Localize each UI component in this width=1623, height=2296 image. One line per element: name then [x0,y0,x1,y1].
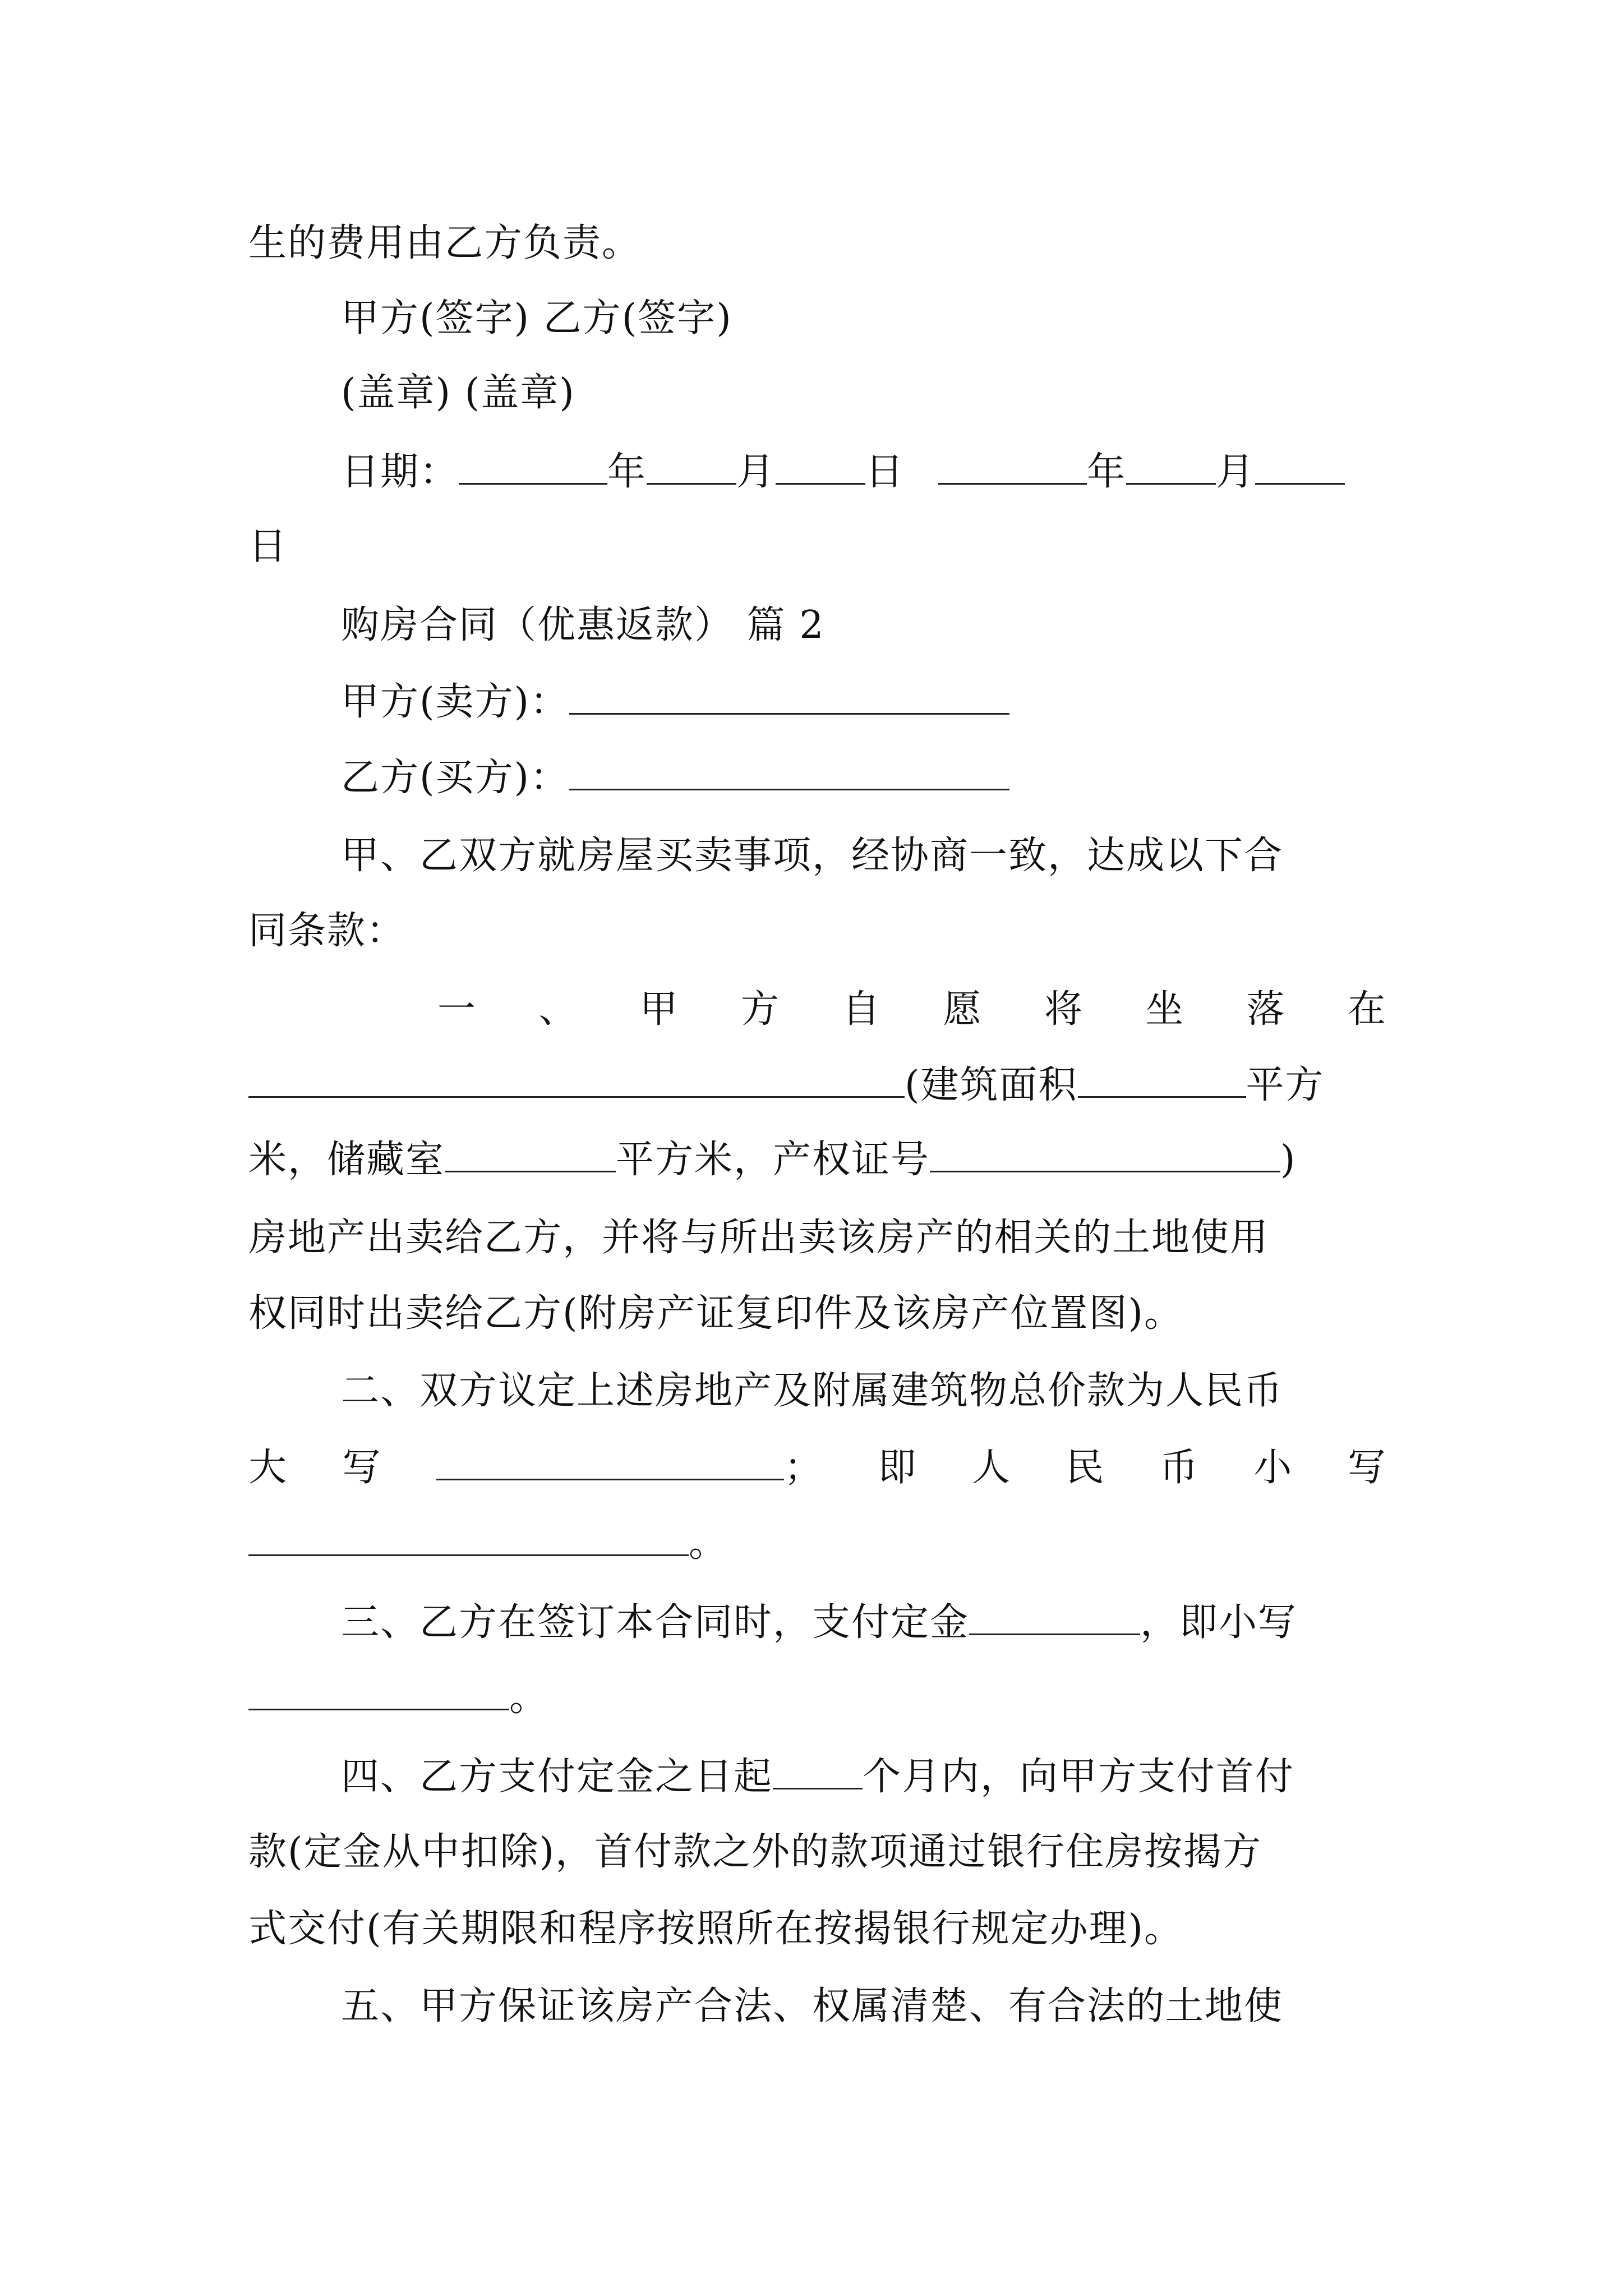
buyer-line [341,750,1387,806]
date-line [341,444,1387,500]
price-number-blank[interactable] [248,1521,689,1556]
clause-char: 大 [248,1446,288,1490]
deposit-blank[interactable] [969,1600,1140,1635]
clause-char: 在 [1347,987,1387,1032]
deposit-number-label: ，即小写 [1140,1600,1298,1645]
months-blank[interactable] [773,1754,863,1789]
seller-label: 甲方(卖方)： [341,680,570,724]
clause-char: 落 [1246,987,1286,1032]
text-line: 生的费用由乙方负责。 [248,221,642,265]
clause-2-line-1: 二、双方议定上述房地产及附属建筑物总价款为人民币 [341,1369,1284,1413]
year-label: 年 [1087,450,1127,494]
area-label: (建筑面积 [905,1063,1078,1107]
section-title: 购房合同（优惠返款） 篇 2 [341,603,825,647]
clause-char: 坐 [1145,987,1185,1032]
year-blank-1[interactable] [459,449,607,485]
price-uppercase-blank[interactable] [436,1445,784,1480]
intro-line-1: 甲、乙双方就房屋买卖事项，经协商一致，达成以下合 [341,834,1284,878]
date-label: 日期： [341,450,459,494]
clause-char: 小 [1253,1446,1293,1490]
deposit-number-blank[interactable] [248,1675,509,1710]
clause-char: 即 [878,1446,917,1490]
clause-1-line-4: 房地产出卖给乙方，并将与所出卖该房产的相关的土地使用 [248,1216,1270,1260]
clause-4-line-2: 款(定金从中扣除)，首付款之外的款项通过银行住房按揭方 [248,1830,1262,1874]
clause-3-line-2 [248,1670,1387,1726]
period: 。 [509,1676,549,1720]
day-blank-2[interactable] [1255,449,1345,485]
buyer-blank[interactable] [569,755,1009,790]
clause-char: 写 [1347,1446,1387,1490]
seal-line: (盖章) (盖章) [341,371,575,415]
clause-2-line-2 [248,1440,1387,1496]
clause-char: 甲 [639,987,679,1032]
intro-line-2: 同条款： [248,909,406,953]
clause-4-line-1 [341,1749,1387,1805]
area-blank[interactable] [1078,1062,1246,1098]
year-label: 年 [607,450,647,494]
clause-1-line-1 [437,982,1387,1038]
clause-char: 方 [740,987,780,1032]
month-blank-2[interactable] [1126,449,1216,485]
deposit-label: 三、乙方在签订本合同时，支付定金 [341,1600,970,1645]
month-label: 月 [736,450,776,494]
clause-1-line-5: 权同时出卖给乙方(附房产证复印件及该房产位置图)。 [248,1291,1184,1336]
months-label: 四、乙方支付定金之日起 [341,1755,773,1799]
payment-label: 个月内，向甲方支付首付 [863,1755,1295,1799]
clause-5-line-1: 五、甲方保证该房产合法、权属清楚、有合法的土地使 [341,1984,1284,2028]
clause-char: 写 [342,1446,382,1490]
clause-char: 、 [538,987,578,1032]
separator: ； [783,1446,823,1490]
storage-label: 米，储藏室 [248,1138,445,1182]
clause-char: 将 [1044,987,1083,1032]
storage-blank[interactable] [445,1137,616,1172]
day-blank-1[interactable] [776,449,865,485]
period: 。 [689,1521,728,1566]
signature-line: 甲方(签字) 乙方(签字) [341,296,732,341]
day-label: 日 [865,450,905,494]
seller-blank[interactable] [569,679,1009,715]
clause-char: 人 [971,1446,1011,1490]
location-blank[interactable] [248,1062,905,1098]
year-blank-2[interactable] [938,449,1087,485]
month-blank-1[interactable] [647,449,736,485]
clause-char: 自 [842,987,882,1032]
clause-2-line-3 [248,1516,1387,1572]
clause-3-line-1 [341,1595,1387,1651]
clause-1-line-3 [248,1132,1387,1188]
day-wrap: 日 [248,524,288,569]
clause-char: 愿 [943,987,983,1032]
clause-char: 一 [437,987,477,1032]
clause-1-line-2 [248,1057,1387,1114]
seller-line [341,674,1387,730]
paren-close: ) [1280,1138,1297,1182]
cert-label: 平方米，产权证号 [616,1138,930,1182]
clause-4-line-3: 式交付(有关期限和程序按照所在按揭银行规定办理)。 [248,1907,1184,1951]
clause-char: 币 [1159,1446,1199,1490]
clause-char: 民 [1066,1446,1105,1490]
sqm-label: 平方 [1246,1063,1325,1107]
buyer-label: 乙方(买方)： [341,756,570,800]
month-label: 月 [1216,450,1256,494]
cert-blank[interactable] [930,1137,1280,1172]
